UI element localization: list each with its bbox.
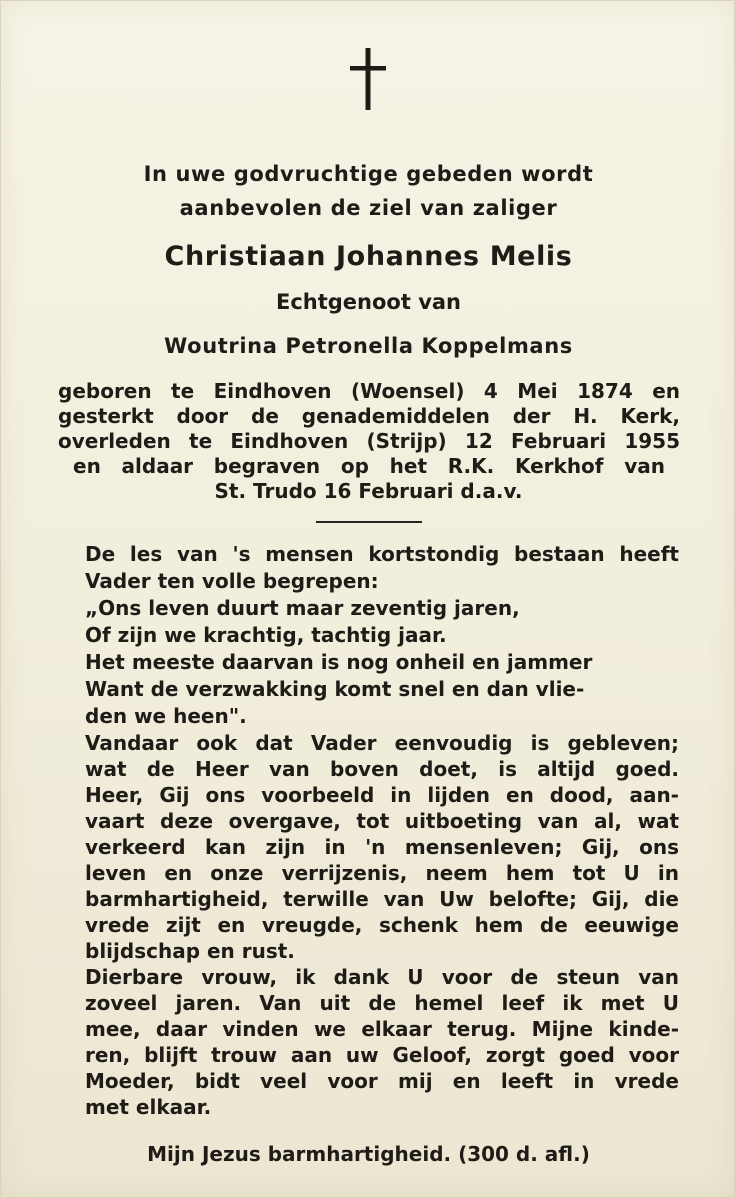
bio-line-3: overleden te Eindhoven (Strijp) 12 Februari 1955 bbox=[58, 429, 680, 453]
bio-line-2: gesterkt door de genademiddelen der H. Kerk, bbox=[58, 404, 680, 428]
text-line-2: Vader ten volle begrepen: bbox=[85, 569, 379, 593]
divider-rule bbox=[316, 521, 422, 523]
text-line-16: blijdschap en rust. bbox=[85, 939, 295, 963]
text-line-11: vaart deze overgave, tot uitboeting van al, wat bbox=[85, 809, 679, 833]
cross-icon bbox=[349, 48, 387, 110]
text-line-3: „Ons leven duurt maar zeventig jaren, bbox=[85, 596, 520, 620]
text-line-6: Want de verzwakking komt snel en dan vlie- bbox=[85, 677, 585, 701]
spouse-name: Woutrina Petronella Koppelmans bbox=[164, 334, 573, 358]
bio-line-1: geboren te Eindhoven (Woensel) 4 Mei 1874 en bbox=[58, 379, 680, 403]
text-line-14: barmhartigheid, terwille van Uw belofte; Gij, die bbox=[85, 887, 679, 911]
text-line-8: Vandaar ook dat Vader eenvoudig is gebleven; bbox=[85, 731, 679, 755]
text-line-7: den we heen". bbox=[85, 704, 247, 728]
text-line-12: verkeerd kan zijn in 'n mensenleven; Gij, ons bbox=[85, 835, 679, 859]
text-line-9: wat de Heer van boven doet, is altijd goed. bbox=[85, 757, 679, 781]
text-line-17: Dierbare vrouw, ik dank U voor de steun van bbox=[85, 965, 679, 989]
text-line-20: ren, blijft trouw aan uw Geloof, zorgt goed voor bbox=[85, 1043, 679, 1067]
bio-line-4: en aldaar begraven op het R.K. Kerkhof van bbox=[73, 454, 665, 478]
intro-line-1: In uwe godvruchtige gebeden wordt bbox=[143, 162, 594, 186]
text-line-5: Het meeste daarvan is nog onheil en jammer bbox=[85, 650, 593, 674]
text-line-4: Of zijn we krachtig, tachtig jaar. bbox=[85, 623, 447, 647]
spouse-label: Echtgenoot van bbox=[275, 290, 462, 314]
text-line-22: met elkaar. bbox=[85, 1095, 212, 1119]
text-line-21: Moeder, bidt veel voor mij en leeft in vrede bbox=[85, 1069, 679, 1093]
text-line-19: mee, daar vinden we elkaar terug. Mijne kinde- bbox=[85, 1017, 679, 1041]
text-line-10: Heer, Gij ons voorbeeld in lijden en dood, aan- bbox=[85, 783, 679, 807]
text-line-18: zoveel jaren. Van uit de hemel leef ik met U bbox=[85, 991, 679, 1015]
text-line-15: vrede zijt en vreugde, schenk hem de eeuwige bbox=[85, 913, 679, 937]
bio-line-5: St. Trudo 16 Februari d.a.v. bbox=[214, 479, 523, 503]
text-line-13: leven en onze verrijzenis, neem hem tot U in bbox=[85, 861, 679, 885]
deceased-name: Christiaan Johannes Melis bbox=[164, 241, 573, 272]
intro-line-2: aanbevolen de ziel van zaliger bbox=[179, 196, 558, 220]
closing-prayer: Mijn Jezus barmhartigheid. (300 d. afl.) bbox=[147, 1142, 590, 1166]
text-line-1: De les van 's mensen kortstondig bestaan heeft bbox=[85, 542, 679, 566]
